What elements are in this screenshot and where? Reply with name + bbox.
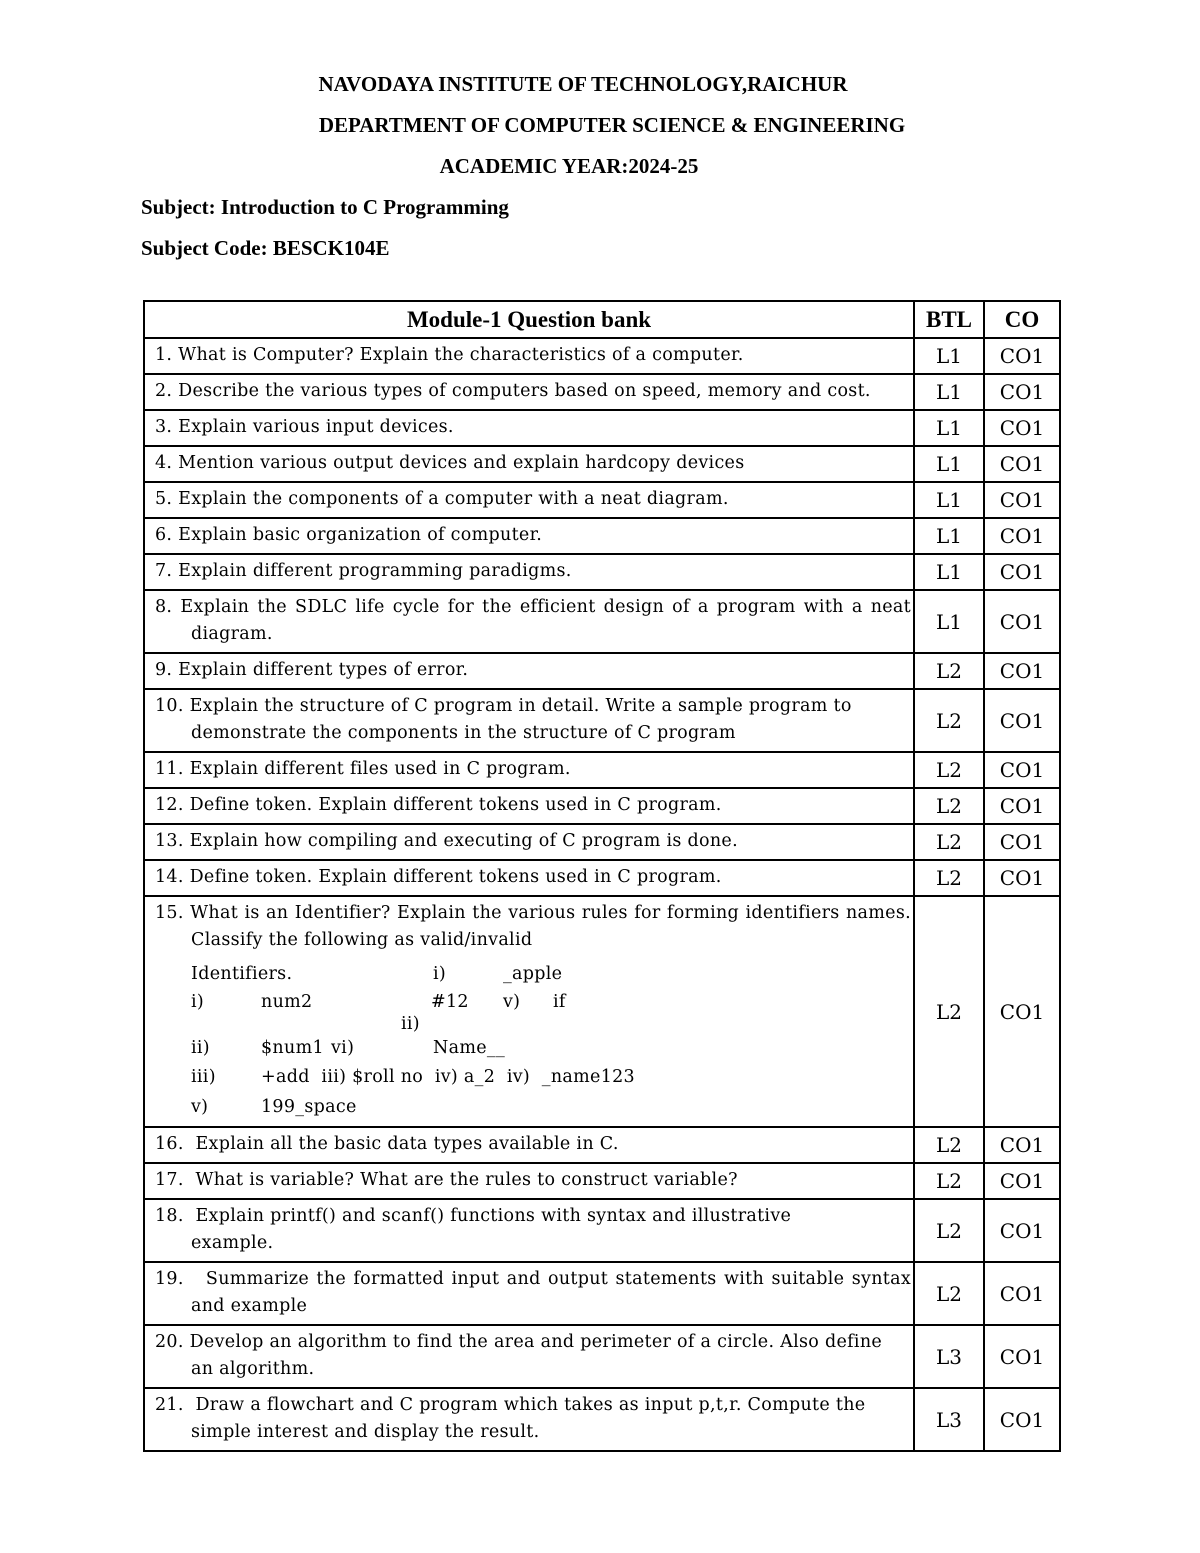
table-row: [144, 1127, 1060, 1163]
btl-level: L1: [914, 482, 984, 518]
course-outcome: CO1: [984, 1388, 1060, 1451]
btl-level: L1: [914, 590, 984, 653]
example-value: num2: [261, 992, 313, 1012]
course-outcome: CO1: [984, 788, 1060, 824]
question-text: 3. Explain various input devices.: [144, 410, 914, 446]
table-row: [144, 1163, 1060, 1199]
course-outcome: CO1: [984, 590, 1060, 653]
table-row: [144, 689, 1060, 752]
example-value: 199_space: [261, 1097, 357, 1117]
example-number: v): [191, 1097, 209, 1117]
question-text: 6. Explain basic organization of computer.: [144, 518, 914, 554]
table-row: [144, 482, 1060, 518]
table-row: [144, 554, 1060, 590]
question-text: 17. What is variable? What are the rules to construct variable?: [144, 1163, 914, 1199]
identifier-examples-line: [191, 1062, 913, 1092]
btl-level: L2: [914, 689, 984, 752]
course-outcome: CO1: [984, 1199, 1060, 1262]
btl-level: L2: [914, 653, 984, 689]
question-text: 16. Explain all the basic data types available in C.: [144, 1127, 914, 1163]
identifier-examples-line: [191, 1092, 913, 1122]
question-text-identifiers: [144, 896, 914, 1127]
question-text: 14. Define token. Explain different tokens used in C program.: [144, 860, 914, 896]
question-text: 2. Describe the various types of computers based on speed, memory and cost.: [144, 374, 914, 410]
course-outcome: CO1: [984, 374, 1060, 410]
question-text: 12. Define token. Explain different tokens used in C program.: [144, 788, 914, 824]
btl-level: L1: [914, 554, 984, 590]
course-outcome: CO1: [984, 1262, 1060, 1325]
example-value: _apple: [503, 964, 563, 984]
example-value: if: [553, 992, 566, 1012]
academic-year: ACADEMIC YEAR:2024-25: [439, 154, 699, 178]
example-number: i): [191, 992, 205, 1012]
example-value: #12: [431, 992, 469, 1012]
table-row: [144, 374, 1060, 410]
header-question: Module-1 Question bank: [144, 301, 914, 338]
course-outcome: CO1: [984, 446, 1060, 482]
example-number: ii): [401, 1014, 420, 1034]
btl-level: L1: [914, 338, 984, 374]
btl-level: L1: [914, 374, 984, 410]
subject-name: Subject: Introduction to C Programming: [141, 195, 509, 219]
question-text: 11. Explain different files used in C program.: [144, 752, 914, 788]
course-outcome: CO1: [984, 554, 1060, 590]
identifier-examples: [191, 960, 913, 1062]
course-outcome: CO1: [984, 1163, 1060, 1199]
course-outcome: CO1: [984, 689, 1060, 752]
btl-level: L2: [914, 1163, 984, 1199]
example-number: iii): [191, 1067, 216, 1087]
table-row: [144, 1199, 1060, 1262]
btl-level: L2: [914, 1199, 984, 1262]
table-row: [144, 590, 1060, 653]
table-row: [144, 338, 1060, 374]
course-outcome: CO1: [984, 1325, 1060, 1388]
btl-level: L3: [914, 1388, 984, 1451]
question-text: 18. Explain printf() and scanf() functions with syntax and illustrative example.: [144, 1199, 914, 1262]
table-row: [144, 860, 1060, 896]
course-outcome: CO1: [984, 824, 1060, 860]
btl-level: L2: [914, 896, 984, 1127]
table-row: [144, 446, 1060, 482]
question-text: 4. Mention various output devices and explain hardcopy devices: [144, 446, 914, 482]
btl-level: L1: [914, 446, 984, 482]
question-text: 15. What is an Identifier? Explain the various rules for forming identifiers names. Classify the following as valid/invalid: [155, 903, 911, 950]
example-text: Identifiers.: [191, 964, 293, 984]
table-row: [144, 1262, 1060, 1325]
btl-level: L2: [914, 788, 984, 824]
btl-level: L2: [914, 860, 984, 896]
table-row: [144, 824, 1060, 860]
example-number: v): [503, 992, 521, 1012]
question-text: 7. Explain different programming paradigms.: [144, 554, 914, 590]
course-outcome: CO1: [984, 1127, 1060, 1163]
question-bank-table: [143, 300, 1061, 1452]
btl-level: L3: [914, 1325, 984, 1388]
table-row: [144, 752, 1060, 788]
course-outcome: CO1: [984, 860, 1060, 896]
course-outcome: CO1: [984, 518, 1060, 554]
btl-level: L1: [914, 518, 984, 554]
example-number: i): [433, 964, 447, 984]
question-text: 10. Explain the structure of C program in detail. Write a sample program to demonstrate the components in the structure of C program: [144, 689, 914, 752]
table-row: [144, 518, 1060, 554]
btl-level: L2: [914, 824, 984, 860]
table-row: [144, 896, 1060, 1127]
question-text: 21. Draw a flowchart and C program which takes as input p,t,r. Compute the simple interest and display the result.: [144, 1388, 914, 1451]
table-row: [144, 1325, 1060, 1388]
subject-code: Subject Code: BESCK104E: [141, 236, 390, 260]
table-header-row: [144, 301, 1060, 338]
question-text: 13. Explain how compiling and executing of C program is done.: [144, 824, 914, 860]
question-text: 19. Summarize the formatted input and output statements with suitable syntax and example: [144, 1262, 914, 1325]
course-outcome: CO1: [984, 896, 1060, 1127]
btl-level: L2: [914, 752, 984, 788]
table-row: [144, 410, 1060, 446]
header-btl: BTL: [914, 301, 984, 338]
course-outcome: CO1: [984, 752, 1060, 788]
department-name: DEPARTMENT OF COMPUTER SCIENCE & ENGINEERING: [318, 113, 906, 137]
example-number: ii): [191, 1038, 210, 1058]
header-co: CO: [984, 301, 1060, 338]
question-text: 1. What is Computer? Explain the characteristics of a computer.: [144, 338, 914, 374]
question-text: 5. Explain the components of a computer with a neat diagram.: [144, 482, 914, 518]
btl-level: L2: [914, 1262, 984, 1325]
institute-name: NAVODAYA INSTITUTE OF TECHNOLOGY,RAICHUR: [318, 72, 848, 96]
course-outcome: CO1: [984, 338, 1060, 374]
example-value: Name__: [433, 1038, 505, 1058]
question-text: 20. Develop an algorithm to find the area and perimeter of a circle. Also define an algorithm.: [144, 1325, 914, 1388]
course-outcome: CO1: [984, 482, 1060, 518]
table-row: [144, 653, 1060, 689]
question-text: 9. Explain different types of error.: [144, 653, 914, 689]
example-value: $num1: [261, 1038, 324, 1058]
example-number: vi): [331, 1038, 355, 1058]
table-row: [144, 788, 1060, 824]
example-value: +add iii) $roll no iv) a_2 iv) _name123: [261, 1067, 635, 1087]
btl-level: L2: [914, 1127, 984, 1163]
course-outcome: CO1: [984, 653, 1060, 689]
question-text: 8. Explain the SDLC life cycle for the efficient design of a program with a neat diagram.: [144, 590, 914, 653]
table-row: [144, 1388, 1060, 1451]
btl-level: L1: [914, 410, 984, 446]
course-outcome: CO1: [984, 410, 1060, 446]
